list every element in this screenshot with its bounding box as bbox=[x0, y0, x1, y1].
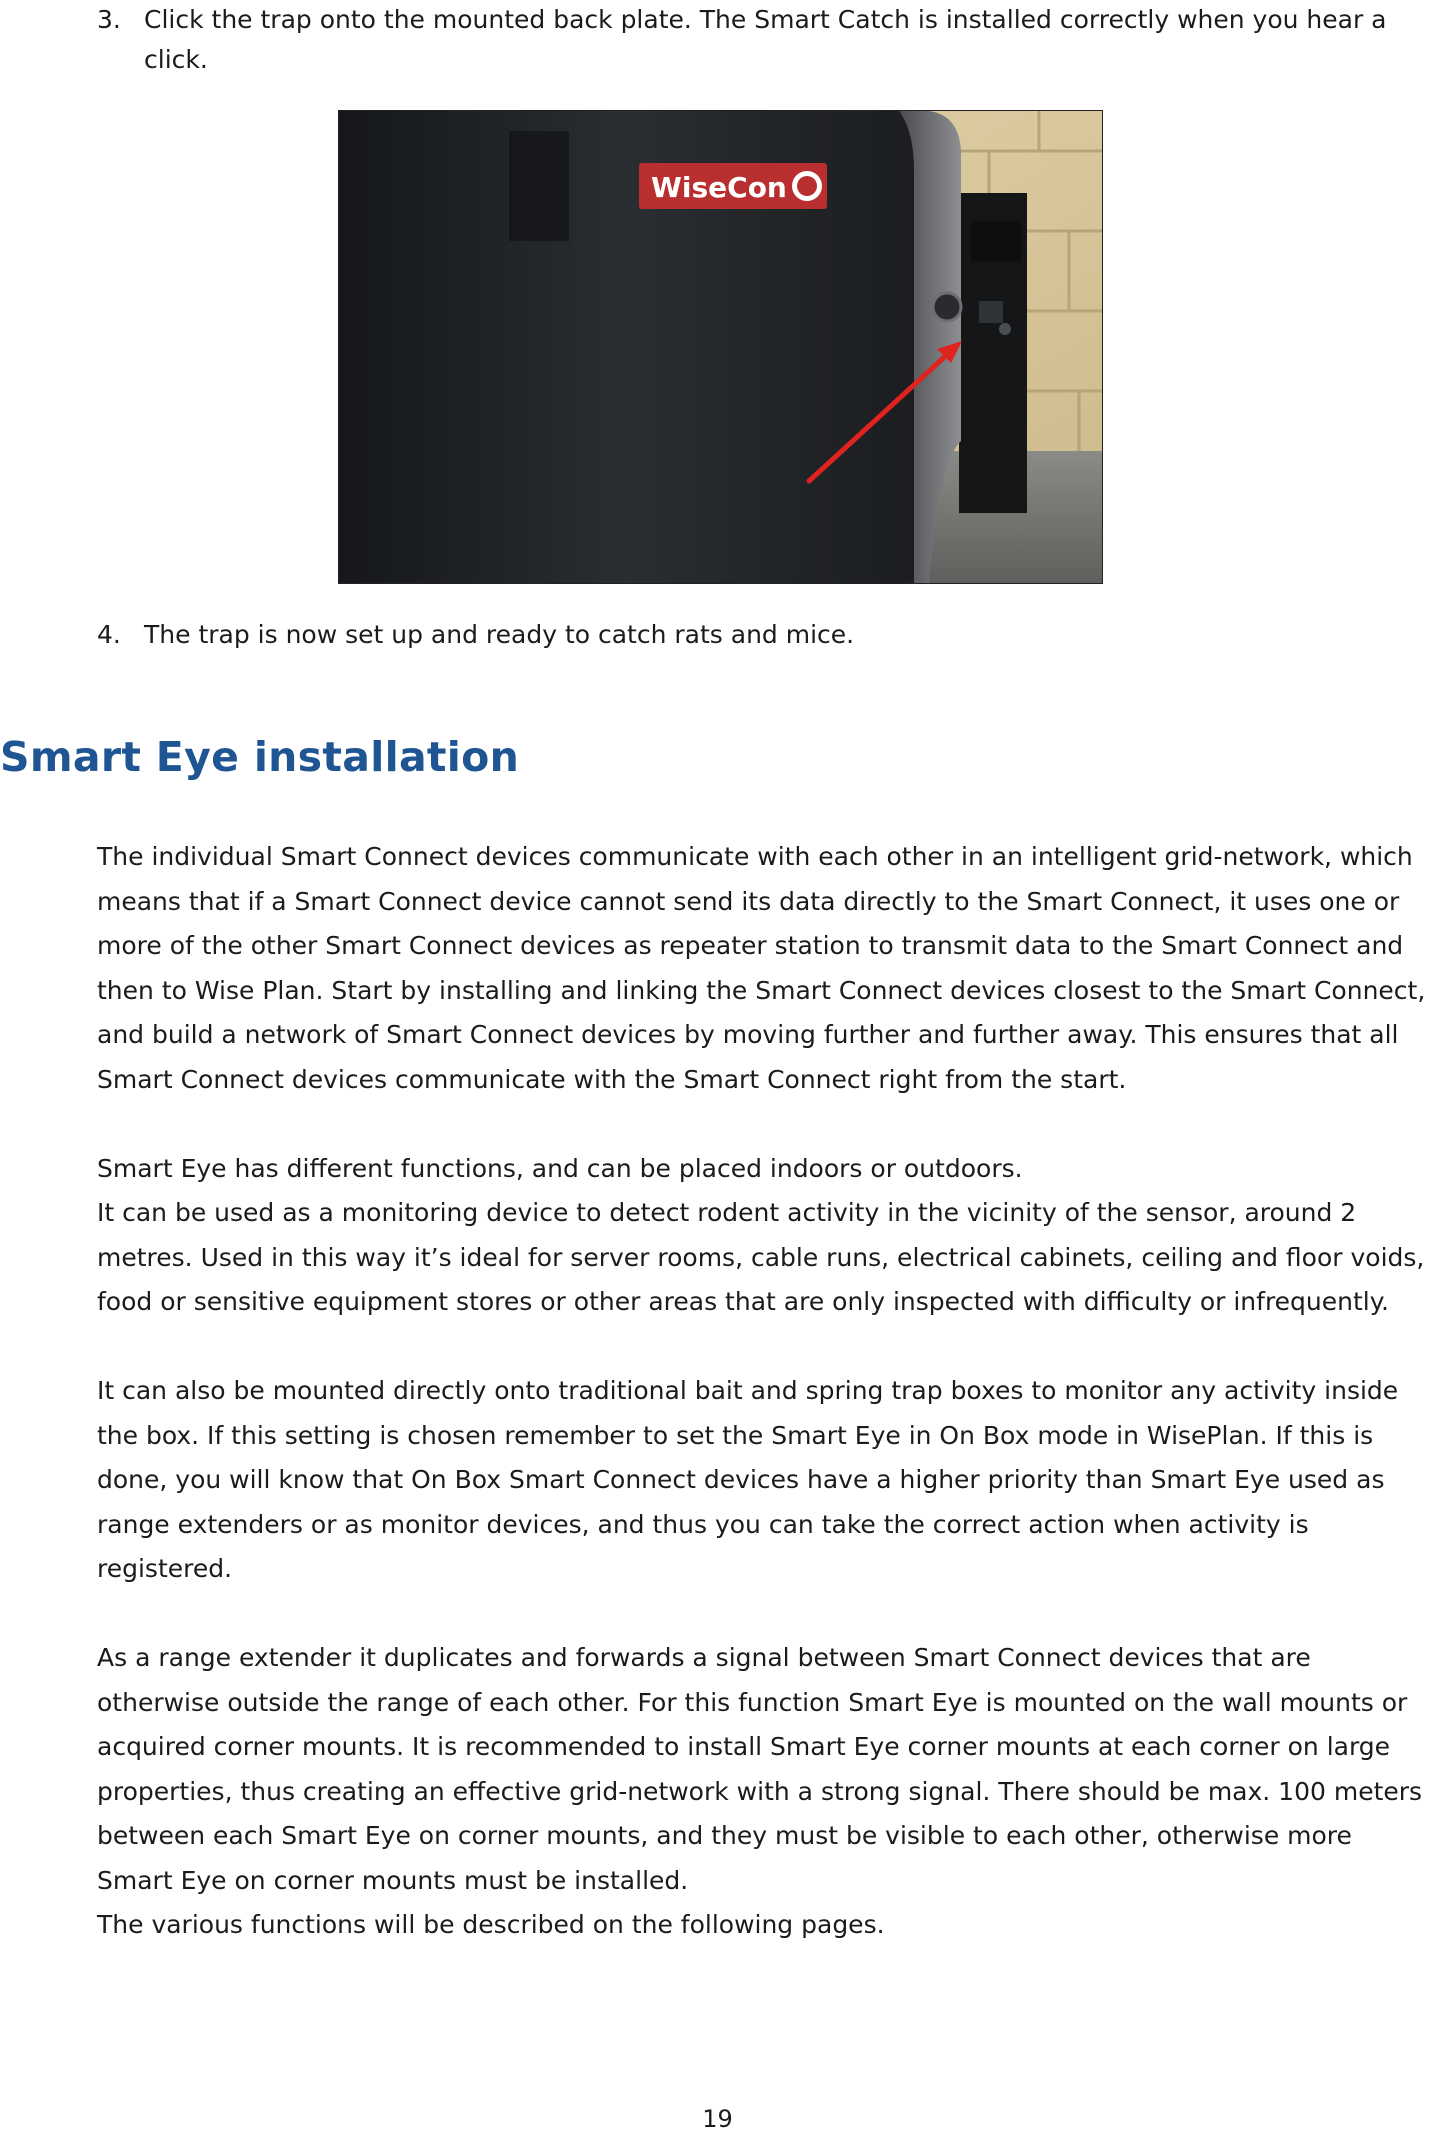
step-3 bbox=[97, 0, 1427, 80]
section-title: Smart Eye installation bbox=[0, 733, 520, 781]
step-text: Click the trap onto the mounted back plate. The Smart Catch is installed correctly when you hear a click. bbox=[144, 5, 1387, 74]
trap-knob bbox=[933, 293, 961, 321]
paragraph-range-extender: As a range extender it duplicates and forwards a signal between Smart Connect devices that are otherwise outside the range of each other. For this function Smart Eye is mounted on the wall mounts or acquired corner mounts. It is recommended to install Smart Eye corner mounts at each corner on large properties, thus creating an effective grid-network with a strong signal. There should be max. 100 meters between each Smart Eye on corner mounts, and they must be visible to each other, otherwise more Smart Eye on corner mounts must be installed. bbox=[97, 1643, 1423, 1895]
trap-body bbox=[339, 111, 914, 583]
trap-photo bbox=[338, 110, 1103, 584]
step-number: 3. bbox=[97, 5, 121, 34]
trap-photo-illustration bbox=[339, 111, 1102, 583]
paragraph-monitoring: It can be used as a monitoring device to detect rodent activity in the vicinity of the sensor, around 2 metres. Used in this way it’s ideal for server rooms, cable runs, electrical cabinets, ceiling and floor voids, food or sensitive equipment stores or other areas that are only inspected with difficulty or infrequently. bbox=[97, 1198, 1425, 1316]
paragraph-following-pages: The various functions will be described on the following pages. bbox=[97, 1910, 885, 1939]
paragraph-grid-network: The individual Smart Connect devices communicate with each other in an intelligent grid-network, which means that if a Smart Connect device cannot send its data directly to the Smart Connect, it uses one or more of the other Smart Connect devices as repeater station to transmit data to the Smart Connect and then to Wise Plan. Start by installing and linking the Smart Connect devices closest to the Smart Connect, and build a network of Smart Connect devices by moving further and further away. This ensures that all Smart Connect devices communicate with the Smart Connect right from the start. bbox=[97, 842, 1426, 1094]
page-number: 19 bbox=[702, 2105, 733, 2133]
step-4 bbox=[97, 615, 1297, 655]
paragraph-on-box: It can also be mounted directly onto traditional bait and spring trap boxes to monitor any activity inside the box. If this setting is chosen remember to set the Smart Eye in On Box mode in WisePlan. If this is done, you will know that On Box Smart Connect devices have a higher priority than Smart Eye used as range extenders or as monitor devices, and thus you can take the correct action when activity is registered. bbox=[97, 1376, 1399, 1583]
body-text bbox=[97, 835, 1427, 1948]
step-number: 4. bbox=[97, 620, 121, 649]
logo-text: WiseCon bbox=[651, 171, 787, 204]
paragraph-functions-intro: Smart Eye has different functions, and can be placed indoors or outdoors. bbox=[97, 1153, 1023, 1183]
step-text: The trap is now set up and ready to catch rats and mice. bbox=[144, 620, 855, 649]
